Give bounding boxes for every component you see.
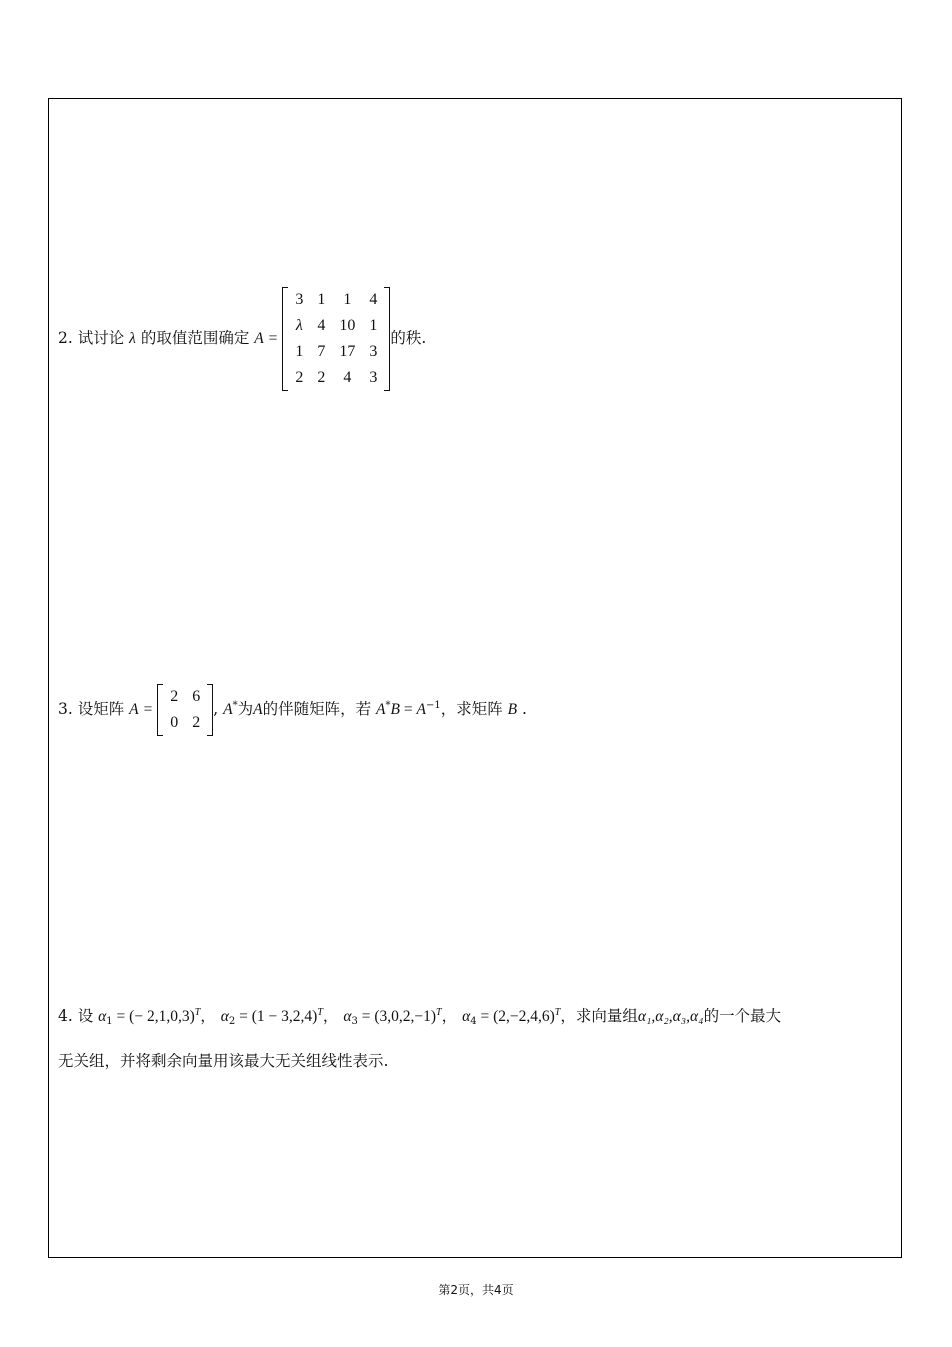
q4-group: α₁,α₂,α₃,α₄ [637,1008,704,1025]
q2-matrix [282,287,390,391]
question-4-line-2 [58,1050,388,1072]
q2-matrix-cell: 3 [369,369,378,386]
q3-prefix: 3. 设矩阵 [58,700,125,718]
q4-tail: 的一个最大 [703,1007,782,1025]
q3-comma: , [213,700,219,718]
q2-matrix-row [288,287,384,313]
q4-val-2: = (1 − 3,2,4) [235,1008,318,1025]
q3-matrix-row [163,684,207,710]
q4-t-2: T [317,1007,323,1018]
answer-frame [48,98,902,1258]
q3-matrix-cell: 0 [170,714,179,731]
q2-matrix-cell: 1 [317,291,326,308]
q4-sub-3: 3 [351,1016,358,1027]
q3-adj-base: A [223,701,233,718]
q3-matrix-cell: 6 [192,688,201,705]
q2-prefix: 2. 试讨论 [58,329,125,347]
q2-matrix-cell: 2 [317,369,326,386]
q4-alpha-4: α [462,1008,471,1025]
q4-sep-3: ， [441,1007,458,1025]
left-bracket [282,287,288,391]
q4-alpha-2: α [220,1008,229,1025]
q2-matrix-row [288,339,384,365]
q2-matrix-cell: λ [295,317,303,334]
q3-eq-sign: = [399,701,417,718]
q3-var-b: B [507,701,518,718]
q3-inv-base: A [416,701,426,718]
q3-eq-b: B [390,701,400,718]
q2-matrix-cell: 1 [295,343,304,360]
q2-matrix-cell: 17 [339,343,356,360]
q2-matrix-cell: 4 [317,317,326,334]
q4-sub-2: 2 [228,1016,236,1027]
q3-part2: 为 [237,700,254,718]
q4-val-1: = (− 2,1,0,3) [112,1008,195,1025]
q2-matrix-cell: 1 [369,317,378,334]
q3-matrix-cell: 2 [170,688,179,705]
q3-adj-star: * [232,700,238,711]
q4-sub-1: 1 [106,1016,113,1027]
q2-matrix-cell: 1 [343,291,352,308]
q4-sep-2: ， [322,1007,339,1025]
q2-var: A [254,330,264,347]
q2-middle: 的取值范围确定 [140,329,250,347]
q4-t-3: T [436,1007,442,1018]
q2-matrix-cell: 10 [339,317,356,334]
q2-suffix: 的秩. [390,329,427,347]
q3-matrix-cell: 2 [192,714,201,731]
q3-matrix-row [163,710,207,736]
q3-a: A [253,701,263,718]
q3-part3: 的伴随矩阵，若 [262,700,372,718]
question-3 [58,684,527,736]
right-bracket [207,684,213,736]
q2-matrix-cell: 7 [317,343,326,360]
q4-prefix: 4. 设 [58,1007,94,1025]
page-footer: 第2页，共4页 [438,1283,514,1297]
q3-inv-exp: −1 [425,700,441,711]
q4-sub-4: 4 [470,1016,477,1027]
right-bracket [384,287,390,391]
q3-part4: ，求矩阵 [440,700,503,718]
q2-matrix-row [288,313,384,339]
q3-var: A [129,701,139,718]
q4-val-4: = (2,−2,4,6) [476,1008,555,1025]
q2-matrix-cell: 4 [343,369,352,386]
q2-matrix-cell: 2 [295,369,304,386]
question-4 [58,1005,781,1028]
q3-matrix [157,684,213,736]
question-2 [58,287,426,391]
q4-alpha-1: α [98,1008,107,1025]
q4-sep-1: ， [200,1007,216,1025]
q2-matrix-cell: 3 [369,343,378,360]
q4-val-3: = (3,0,2,−1) [357,1008,437,1025]
q4-t-1: T [194,1007,201,1018]
q3-end: . [517,700,527,718]
q2-eq: = [268,330,278,347]
q2-lambda: λ [129,330,136,347]
q4-alpha-3: α [343,1008,352,1025]
q2-matrix-cell: 4 [369,291,378,308]
q4-line2: 无关组，并将剩余向量用该最大无关组线性表示. [58,1052,389,1070]
q2-matrix-cell: 3 [295,291,304,308]
left-bracket [157,684,163,736]
q4-t-4: T [554,1007,561,1018]
q3-eq-star: * [385,700,391,711]
q3-eq: = [143,701,153,718]
q2-matrix-row [288,365,384,391]
q4-ask: ，求向量组 [560,1007,638,1025]
q3-eq-lhs: A [376,701,386,718]
